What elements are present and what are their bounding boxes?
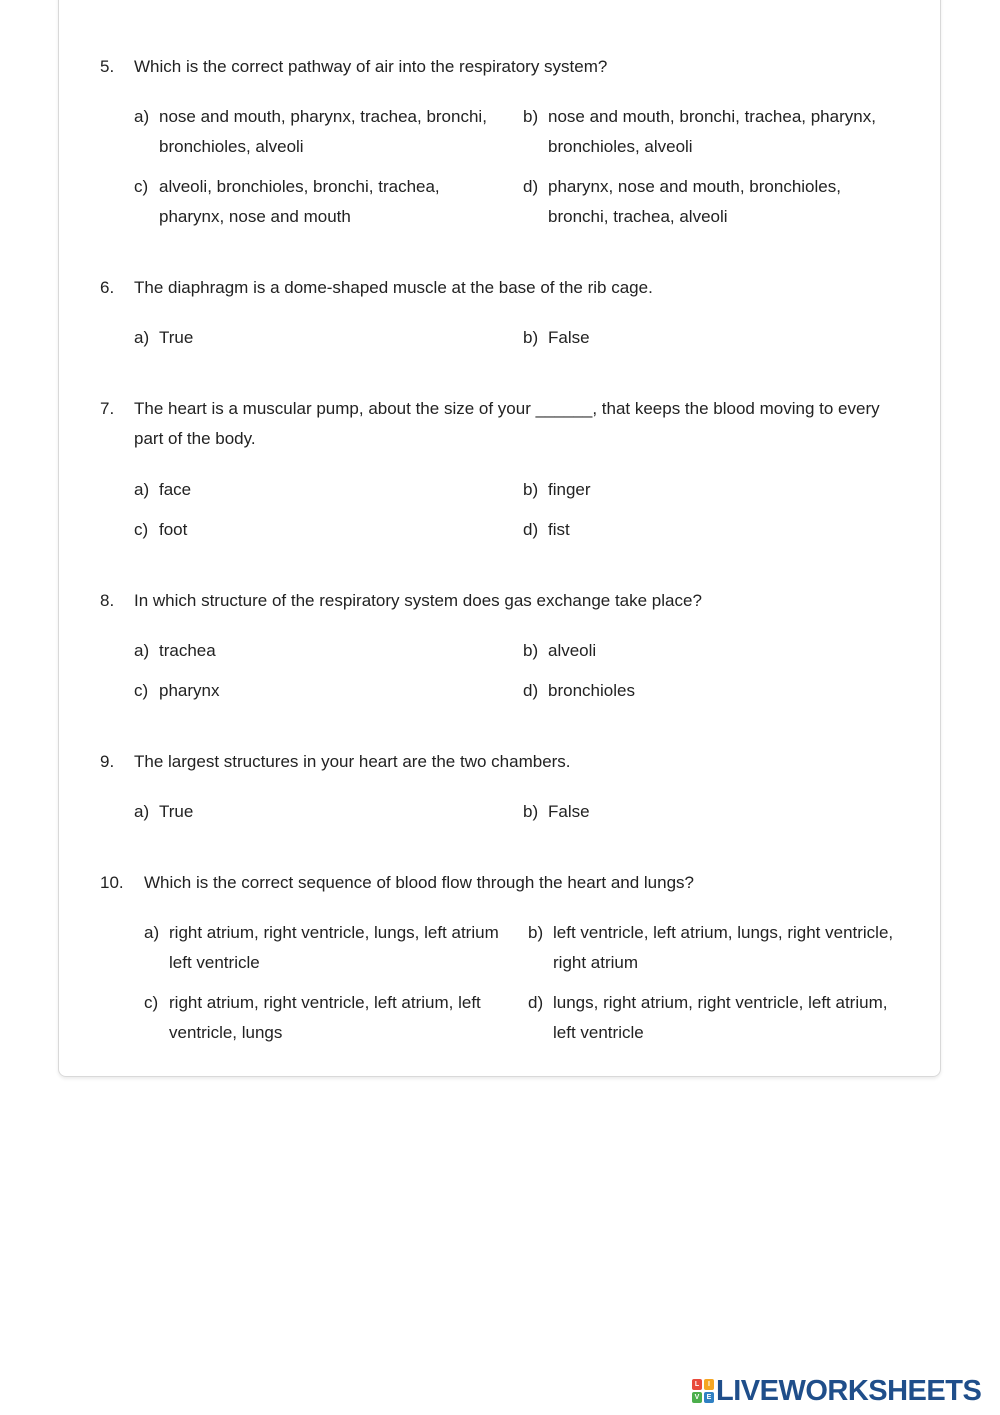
option-text: True [159,328,194,347]
question-text: The heart is a muscular pump, about the size of your ______, that keeps the blood moving to every part of the body. [134,399,880,448]
option-label: b) [523,802,539,821]
worksheet-card [58,0,941,1077]
option-a[interactable] [134,102,504,162]
option-label: a) [134,480,150,499]
option-label: c) [134,520,149,539]
option-a[interactable] [134,797,504,827]
option-label: b) [523,107,539,126]
option-c[interactable] [134,172,474,232]
option-d[interactable] [523,676,898,706]
option-text: False [548,802,590,821]
liveworksheets-logo[interactable] [692,1376,981,1406]
option-label: c) [134,681,149,700]
option-text: fist [548,520,570,539]
option-d[interactable] [528,988,898,1048]
logo-mark-letter: L [692,1379,702,1390]
question-text: The largest structures in your heart are the two chambers. [134,752,571,771]
question-number: 6. [100,278,115,297]
option-label: c) [134,177,149,196]
option-c[interactable] [134,515,504,545]
question-number: 5. [100,57,115,76]
logo-mark-letter: I [704,1379,714,1390]
question-number: 8. [100,591,115,610]
option-b[interactable] [523,475,898,505]
option-text: alveoli, bronchioles, bronchi, trachea, pharynx, nose and mouth [159,177,440,226]
logo-mark-icon [692,1379,714,1403]
logo-mark-letter: V [692,1392,702,1403]
option-b[interactable] [528,918,908,978]
option-text: finger [548,480,591,499]
option-label: b) [523,480,539,499]
option-d[interactable] [523,172,863,232]
option-text: right atrium, right ventricle, left atrium, left ventricle, lungs [169,993,481,1042]
option-c[interactable] [144,988,494,1048]
option-text: nose and mouth, bronchi, trachea, pharynx, bronchioles, alveoli [548,107,876,156]
question-text: Which is the correct sequence of blood flow through the heart and lungs? [144,873,695,892]
question-text: The diaphragm is a dome-shaped muscle at the base of the rib cage. [134,278,653,297]
option-b[interactable] [523,636,898,666]
question-number: 10. [100,873,124,892]
option-label: c) [144,993,159,1012]
option-label: a) [134,641,150,660]
question-text: In which structure of the respiratory system does gas exchange take place? [134,591,702,610]
option-label: a) [134,328,150,347]
option-a[interactable] [134,636,504,666]
option-text: pharynx, nose and mouth, bronchioles, bronchi, trachea, alveoli [548,177,841,226]
option-c[interactable] [134,676,504,706]
option-text: face [159,480,192,499]
option-label: a) [134,802,150,821]
option-label: d) [523,520,539,539]
option-text: foot [159,520,188,539]
question-text: Which is the correct pathway of air into the respiratory system? [134,57,608,76]
option-a[interactable] [144,918,509,978]
option-text: lungs, right atrium, right ventricle, left atrium, left ventricle [553,993,888,1042]
option-text: pharynx [159,681,220,700]
option-text: left ventricle, left atrium, lungs, right ventricle, right atrium [553,923,894,972]
option-b[interactable] [523,323,898,353]
option-label: a) [134,107,150,126]
question-number: 7. [100,399,115,418]
logo-mark-letter: E [704,1392,714,1403]
option-text: nose and mouth, pharynx, trachea, bronchi, bronchioles, alveoli [159,107,487,156]
option-text: alveoli [548,641,597,660]
option-a[interactable] [134,323,504,353]
logo-text: LIVEWORKSHEETS [716,1374,982,1407]
option-text: trachea [159,641,216,660]
option-label: b) [523,328,539,347]
option-text: False [548,328,590,347]
option-label: d) [523,681,539,700]
option-label: d) [528,993,544,1012]
option-b[interactable] [523,797,898,827]
option-text: True [159,802,194,821]
option-label: d) [523,177,539,196]
option-b[interactable] [523,102,898,162]
option-d[interactable] [523,515,898,545]
option-text: right atrium, right ventricle, lungs, left atrium left ventricle [169,923,499,972]
question-number: 9. [100,752,115,771]
option-label: b) [528,923,544,942]
option-label: a) [144,923,160,942]
option-text: bronchioles [548,681,635,700]
option-label: b) [523,641,539,660]
option-a[interactable] [134,475,504,505]
